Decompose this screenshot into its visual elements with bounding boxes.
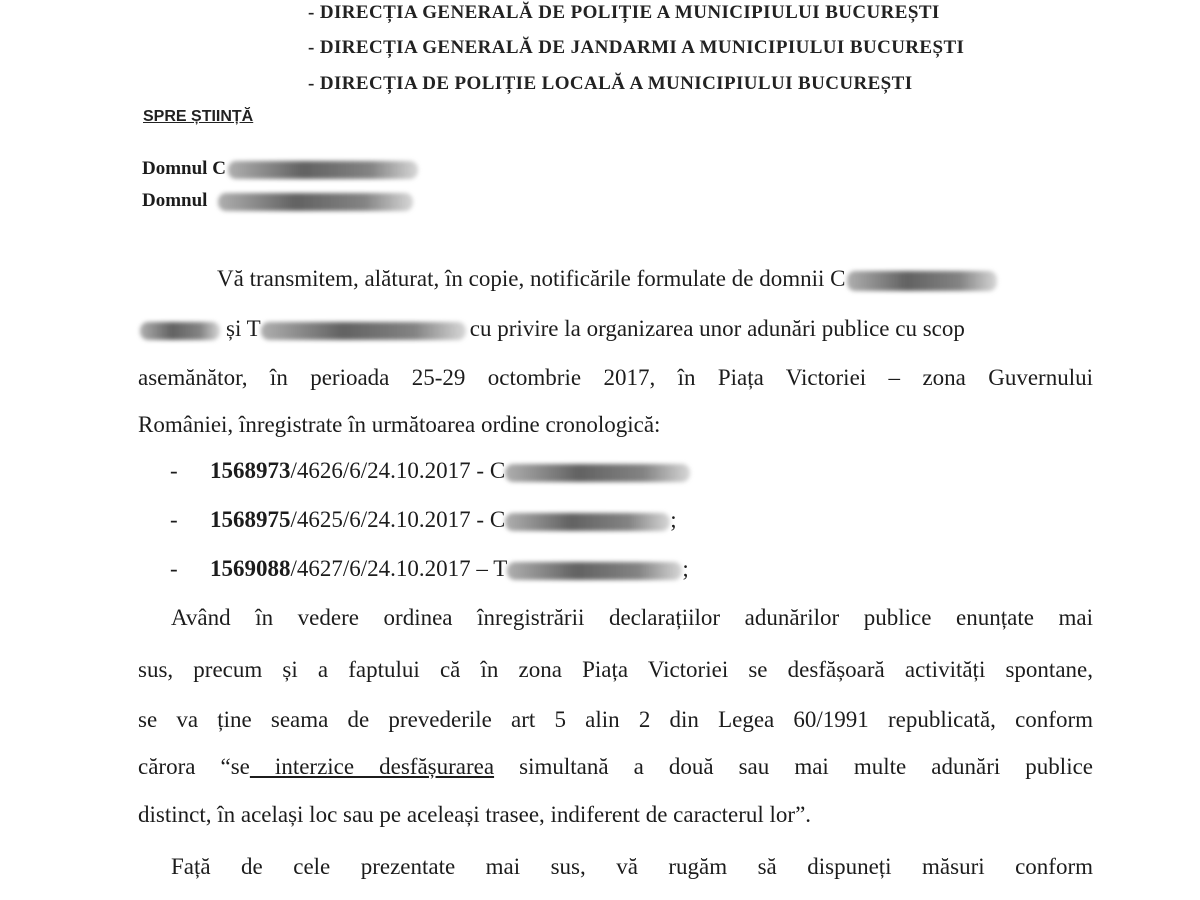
body-text: cu privire la organizarea unor adunări publice cu scop <box>469 316 965 341</box>
addressee-title: Domnul <box>142 190 208 211</box>
registration-item: 1568975/4625/6/24.10.2017 - C ; <box>210 507 677 532</box>
registration-details: /4626/6/24.10.2017 - <box>290 458 490 483</box>
body-line: se va ține seama de prevederile art 5 alin 2 din Legea 60/1991 republicată, conform <box>138 707 1093 732</box>
body-line: Față de cele prezentate mai sus, vă rugăm să dispuneți măsuri conform <box>171 854 1093 879</box>
body-line: distinct, în același loc sau pe aceleași trasee, indiferent de caracterul lor”. <box>138 802 812 827</box>
registration-item: 1569088/4627/6/24.10.2017 – T ; <box>210 556 689 581</box>
recipient-local-police: - DIRECȚIA DE POLIȚIE LOCALĂ A MUNICIPIULUI BUCUREȘTI <box>308 73 913 94</box>
underlined-text: interzice desfășurarea <box>249 754 495 779</box>
registration-number: 1569088 <box>210 556 291 581</box>
redacted-name <box>847 271 997 291</box>
redacted-name <box>218 193 413 211</box>
redacted-name <box>140 322 220 340</box>
registration-initial: C <box>489 507 506 532</box>
recipient-police: - DIRECȚIA GENERALĂ DE POLIȚIE A MUNICIPIULUI BUCUREȘTI <box>308 2 940 23</box>
redacted-name <box>507 562 682 580</box>
redacted-name <box>228 161 418 179</box>
body-line: Având în vedere ordinea înregistrării declarațiilor adunărilor publice enunțate mai <box>171 605 1093 630</box>
registration-number: 1568973 <box>210 458 291 483</box>
addressee-title: Domnul <box>142 158 208 179</box>
addressee-row <box>142 158 418 180</box>
body-line <box>140 317 965 340</box>
registration-details: /4625/6/24.10.2017 - <box>290 507 490 532</box>
registration-details: /4627/6/24.10.2017 – <box>290 556 494 581</box>
redacted-name <box>261 322 466 340</box>
registration-item <box>210 458 690 484</box>
addressee-initial: C <box>212 158 226 179</box>
body-text: Vă transmitem, alăturat, în copie, notificările formulate de domnii C <box>217 266 846 291</box>
spre-stiinta-heading: SPRE ȘTIINȚĂ <box>143 108 254 125</box>
body-text: simultană a două sau mai multe adunări publice <box>494 754 1093 779</box>
list-bullet: - <box>170 507 178 532</box>
list-bullet: - <box>170 458 178 483</box>
body-line: sus, precum și a faptului că în zona Piața Victoriei se desfășoară activități spontane, <box>138 657 1093 682</box>
body-line: asemănător, în perioada 25-29 octombrie 2017, în Piața Victoriei – zona Guvernului <box>138 365 1093 390</box>
registration-initial: C <box>489 458 506 483</box>
body-text: cărora “se <box>138 754 250 779</box>
redacted-name <box>505 513 670 531</box>
body-text: și T <box>226 316 261 341</box>
redacted-name <box>505 464 690 482</box>
registration-initial: T <box>493 556 508 581</box>
body-line <box>217 267 997 291</box>
registration-number: 1568975 <box>210 507 291 532</box>
body-line: României, înregistrate în următoarea ordine cronologică: <box>138 412 661 437</box>
recipient-gendarmerie: - DIRECȚIA GENERALĂ DE JANDARMI A MUNICIPIULUI BUCUREȘTI <box>308 37 965 58</box>
body-line <box>138 755 1093 778</box>
addressee-row <box>142 190 413 212</box>
list-bullet: - <box>170 556 178 581</box>
